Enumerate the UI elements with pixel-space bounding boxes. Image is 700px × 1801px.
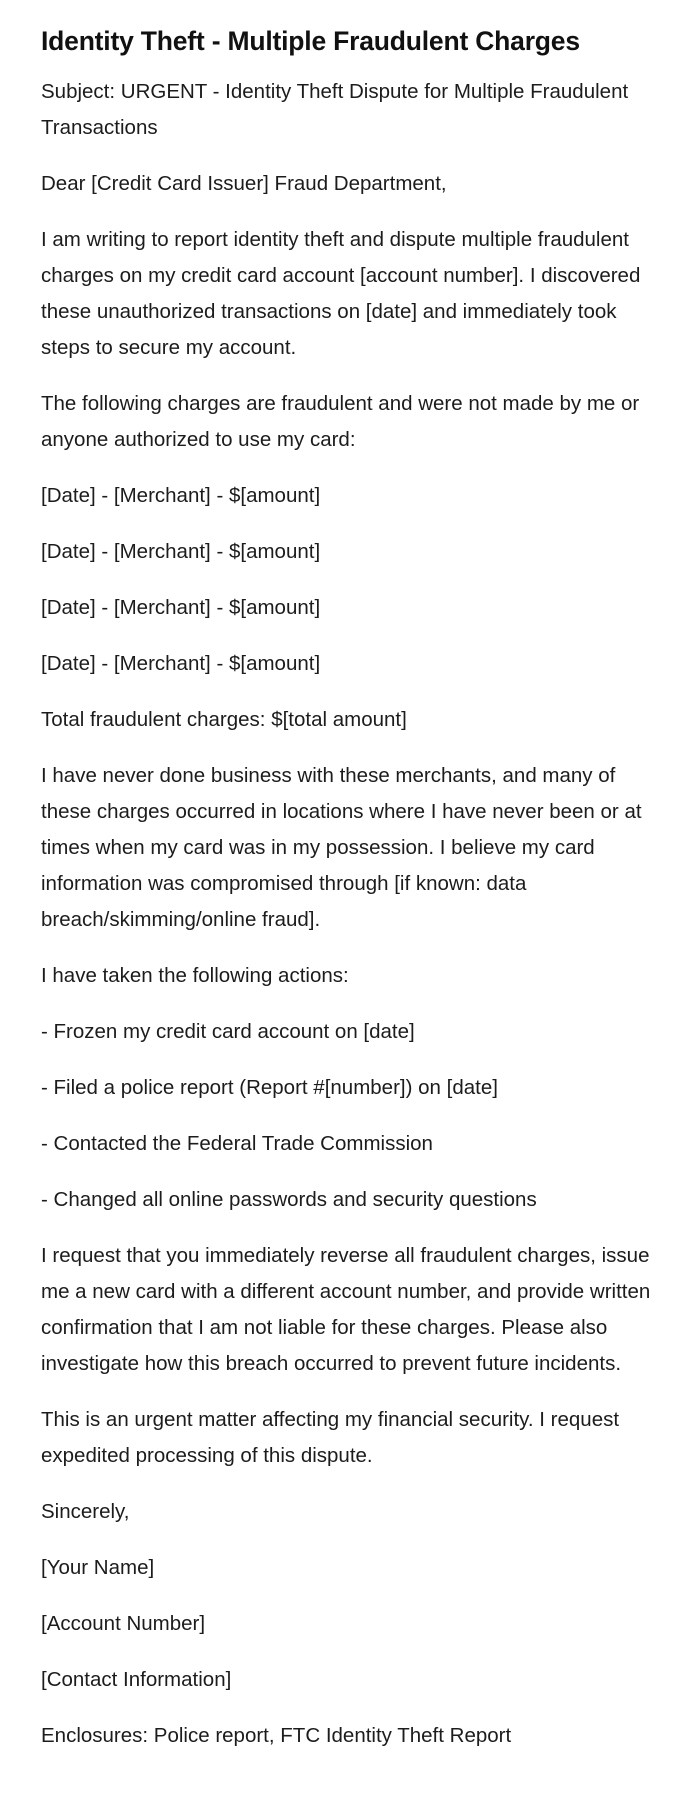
urgency-paragraph: This is an urgent matter affecting my financial security. I request expedited processing of this dispute.	[41, 1408, 620, 1467]
action-item: - Frozen my credit card account on [date]	[41, 1020, 415, 1043]
signature-name: [Your Name]	[41, 1556, 155, 1579]
subject-line: Subject: URGENT - Identity Theft Dispute for Multiple Fraudulent Transactions	[41, 80, 629, 139]
document-title: Identity Theft - Multiple Fraudulent Charges	[41, 26, 580, 56]
intro-paragraph: I am writing to report identity theft and dispute multiple fraudulent charges on my credit card account [account number]. I discovered these unauthorized transactions on [date] and immediately took steps to secure my account.	[41, 228, 641, 359]
action-item: - Changed all online passwords and security questions	[41, 1188, 537, 1211]
charges-intro: The following charges are fraudulent and were not made by me or anyone authorized to use my card:	[41, 392, 640, 451]
charge-line: [Date] - [Merchant] - $[amount]	[41, 596, 321, 619]
charge-line: [Date] - [Merchant] - $[amount]	[41, 652, 321, 675]
action-item: - Filed a police report (Report #[number]) on [date]	[41, 1076, 498, 1099]
actions-intro: I have taken the following actions:	[41, 964, 349, 987]
signature-account: [Account Number]	[41, 1612, 206, 1635]
enclosures: Enclosures: Police report, FTC Identity Theft Report	[41, 1724, 512, 1747]
action-item: - Contacted the Federal Trade Commission	[41, 1132, 433, 1155]
signature-contact: [Contact Information]	[41, 1668, 232, 1691]
salutation: Dear [Credit Card Issuer] Fraud Department,	[41, 172, 447, 195]
closing: Sincerely,	[41, 1500, 130, 1523]
request-paragraph: I request that you immediately reverse all fraudulent charges, issue me a new card with a different account number, and provide written confirmation that I am not liable for these charges. Please also investigate how this breach occurred to prevent future incidents.	[41, 1244, 651, 1375]
charge-line: [Date] - [Merchant] - $[amount]	[41, 540, 321, 563]
charge-line: [Date] - [Merchant] - $[amount]	[41, 484, 321, 507]
explanation-paragraph: I have never done business with these merchants, and many of these charges occurred in locations where I have never been or at times when my card was in my possession. I believe my card information was compromised through [if known: data breach/skimming/online fraud].	[41, 764, 642, 931]
total-charges: Total fraudulent charges: $[total amount]	[41, 708, 407, 731]
